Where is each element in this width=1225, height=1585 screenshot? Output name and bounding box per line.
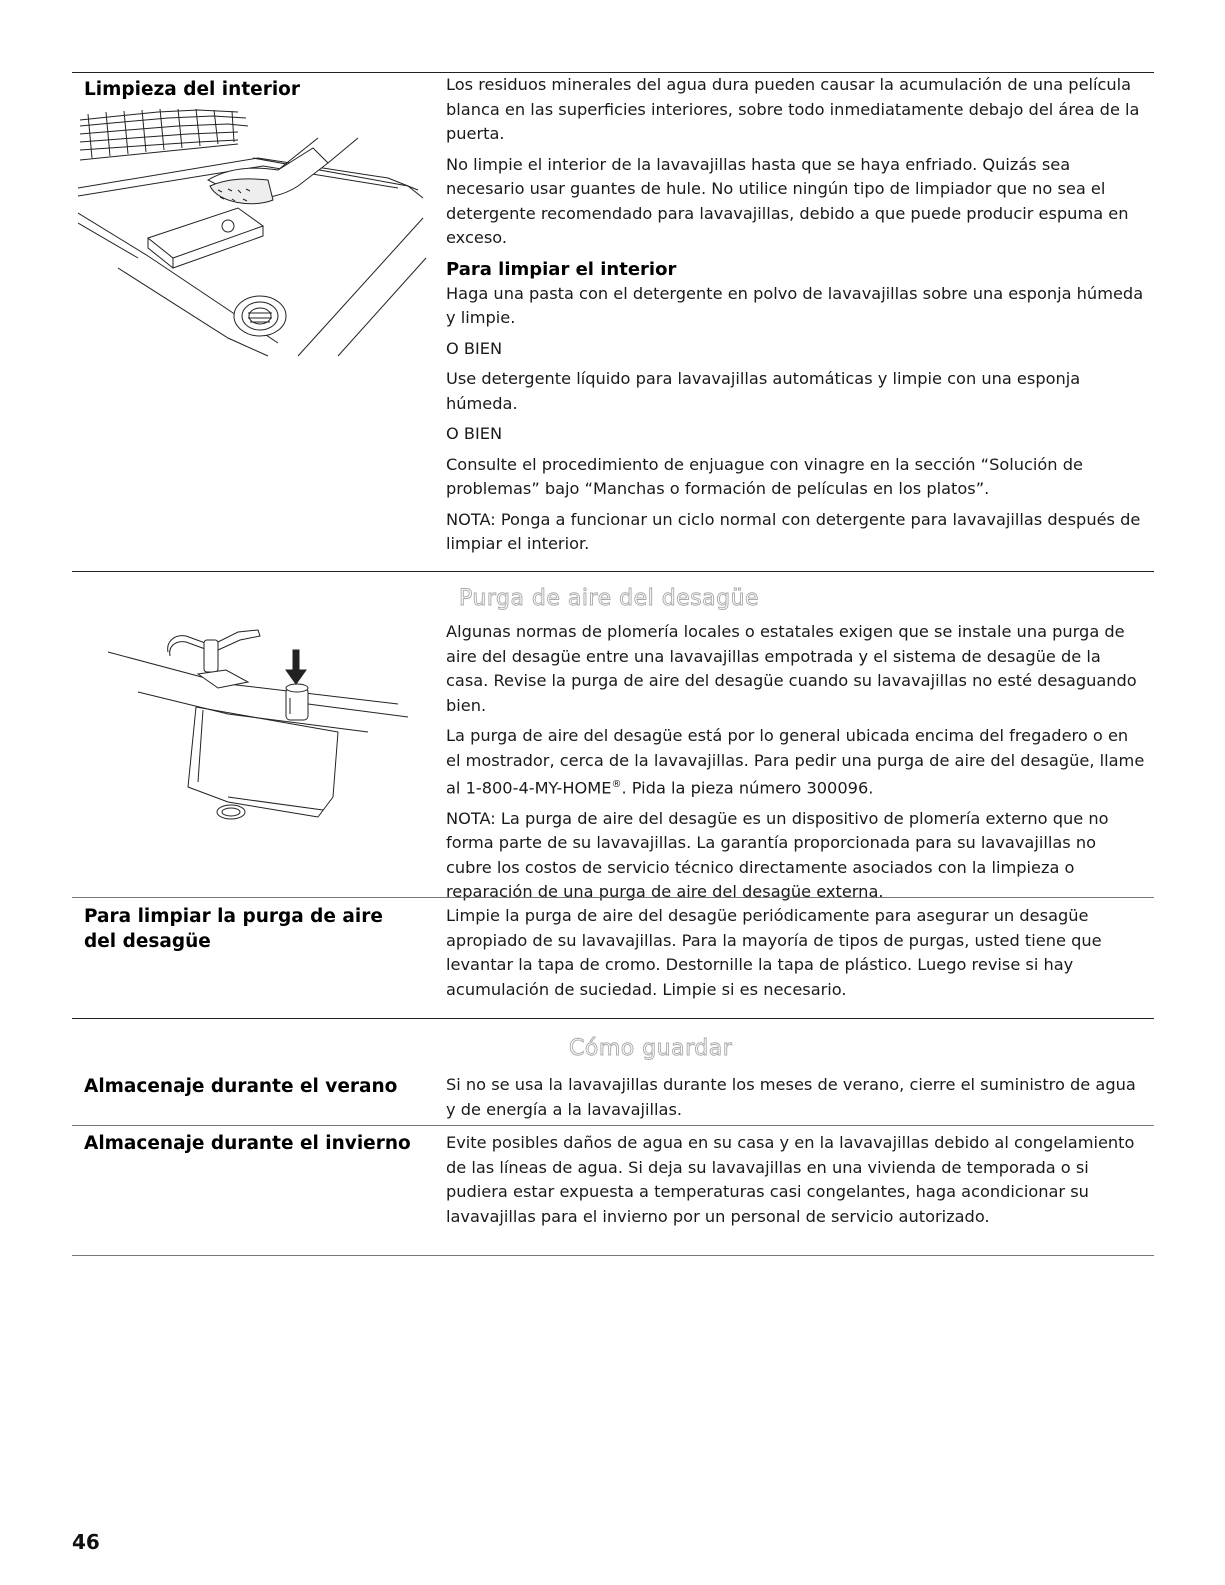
note: NOTA: Ponga a funcionar un ciclo normal con detergente para lavavajillas después de limpiar el interior. [446, 509, 1141, 553]
paragraph: Use detergente líquido para lavavajillas automáticas y limpie con una esponja húmeda. [446, 369, 1081, 413]
section-heading-interior-cleaning: Limpieza del interior [84, 79, 301, 100]
bottom-rule [72, 1255, 1154, 1256]
subheading-winter-storage: Almacenaje durante el invierno [84, 1133, 411, 1154]
sink-air-gap-illustration [108, 622, 408, 837]
note: NOTA: La purga de aire del desagüe es un dispositivo de plomería externo que no forma parte de su lavavajillas. La garantía proporcionada para su lavavajillas no cubre los costos de servicio técnico directamente asociados con la limpieza o reparación de una purga de aire del desagüe externa. [446, 808, 1109, 902]
section-rule [72, 571, 1154, 572]
paragraph: La purga de aire del desagüe está por lo general ubicada encima del fregadero o en el mostrador, cerca de la lavavajillas. Para pedir una purga de aire del desagüe, llame al 1-800-4-MY-HOME®. Pida la pieza número 300096. [446, 726, 1145, 798]
paragraph: Si no se usa la lavavajillas durante los meses de verano, cierre el suministro de agua y de energía a la lavavajillas. [446, 1075, 1136, 1119]
summer-body [446, 1073, 1146, 1128]
dishwasher-interior-illustration [78, 108, 428, 358]
section1-body [446, 73, 1146, 563]
section-rule [72, 1018, 1154, 1019]
subsection-rule [72, 1125, 1154, 1126]
or-label: O BIEN [446, 338, 503, 358]
paragraph: Algunas normas de plomería locales o estatales exigen que se instale una purga de aire del desagüe entre una lavavajillas empotrada y el sistema de desagüe de la casa. Revise la purga de aire del desagüe cuando su lavavajillas no esté desaguando bien. [446, 622, 1137, 715]
subheading-summer-storage: Almacenaje durante el verano [84, 1076, 398, 1097]
subheading-clean-air-gap: Para limpiar la purga de aire del desagüe [84, 906, 383, 952]
subsection-rule [72, 897, 1154, 898]
paragraph: Los residuos minerales del agua dura pueden causar la acumulación de una película blanca en las superficies interiores, sobre todo inmediatamente debajo del área de la puerta. [446, 75, 1140, 143]
paragraph: Evite posibles daños de agua en su casa y en la lavavajillas debido al congelamiento de las líneas de agua. Si deja su lavavajillas en una vivienda de temporada o si pudiera estar expuesta a temperaturas casi congelantes, haga acondicionar su lavavajillas para el invierno por un personal de servicio autorizado. [446, 1133, 1135, 1226]
or-label: O BIEN [446, 424, 503, 443]
page-number: 46 [72, 1530, 100, 1554]
section-title-storage: Cómo guardar [569, 1036, 733, 1061]
paragraph: Consulte el procedimiento de enjuague con vinagre en la sección “Solución de problemas” bajo “Manchas o formación de películas en los platos”. [446, 454, 1083, 498]
section2-sub-body [446, 904, 1146, 1008]
paragraph: Haga una pasta con el detergente en polvo de lavavajillas sobre una esponja húmeda y limpie. [446, 283, 1144, 327]
section-title-air-gap: Purga de aire del desagüe [459, 586, 760, 611]
paragraph: Limpie la purga de aire del desagüe periódicamente para asegurar un desagüe apropiado de su lavavajillas. Para la mayoría de tipos de purgas, usted tiene que levantar la tapa de cromo. Destornille la tapa de plástico. Luego revise si hay acumulación de suciedad. Limpie si es necesario. [446, 906, 1102, 999]
paragraph: No limpie el interior de la lavavajillas hasta que se haya enfriado. Quizás sea necesario usar guantes de hule. No utilice ningún tipo de limpiador que no sea el detergente recomendado para lavavajillas, debido a que puede producir espuma en exceso. [446, 154, 1129, 247]
winter-body [446, 1131, 1146, 1235]
subheading-clean-interior: Para limpiar el interior [446, 258, 677, 280]
section2-body [446, 620, 1146, 911]
